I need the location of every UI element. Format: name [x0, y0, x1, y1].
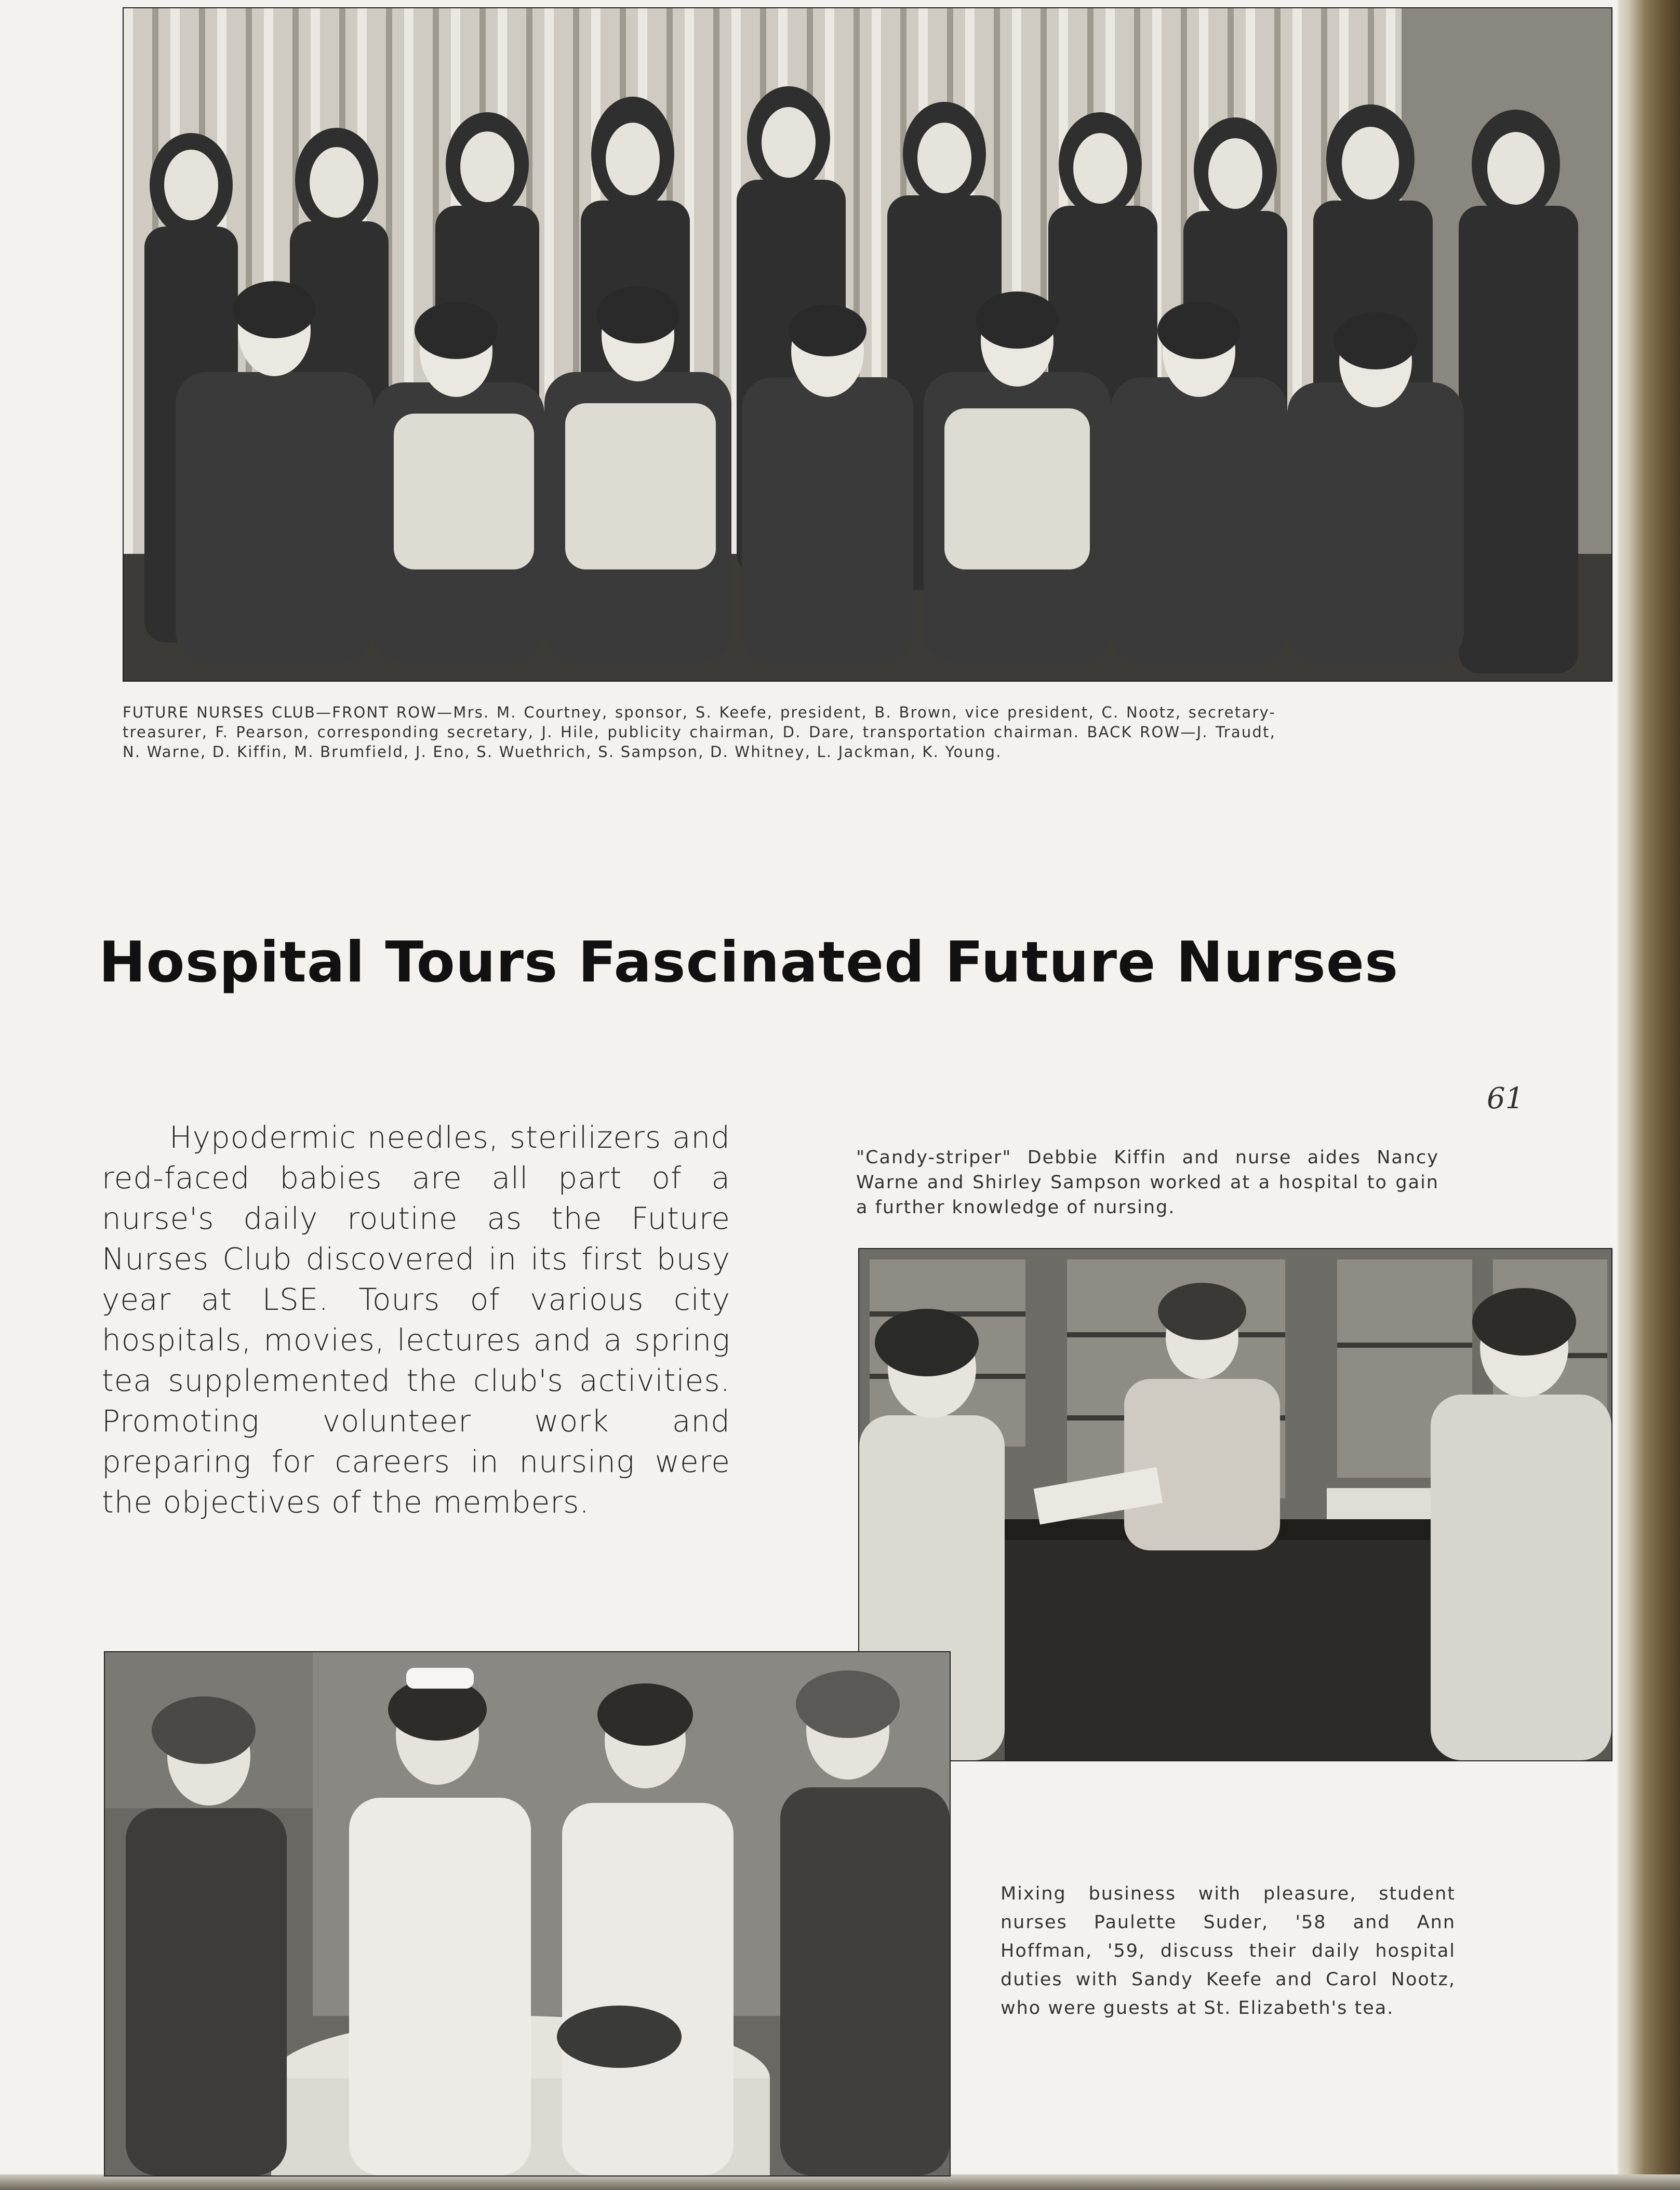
group-photo: [123, 7, 1612, 682]
tea-photo-caption: Mixing business with pleasure, student nurses Paulette Suder, '58 and Ann Hoffman, '59, discuss their daily hospital duties with Sandy Keefe and Carol Nootz, who were guests at St. Elizabeth's tea.: [1001, 1883, 1456, 2019]
page-headline: Hospital Tours Fascinated Future Nurses: [99, 930, 1399, 995]
tea-photo-image: [105, 1652, 950, 2175]
tea-photo: [104, 1651, 951, 2176]
counter-photo-caption: "Candy-striper" Debbie Kiffin and nurse aides Nancy Warne and Shirley Sampson worked at a hospital to gain a further knowledge of nursing.: [856, 1147, 1439, 1218]
group-photo-image: [124, 8, 1611, 681]
counter-photo-image: [859, 1249, 1611, 1760]
book-binding: [1616, 0, 1680, 2190]
page-number: 61: [1487, 1082, 1524, 1116]
group-photo-caption: FUTURE NURSES CLUB—FRONT ROW—Mrs. M. Courtney, sponsor, S. Keefe, president, B. Brown, vice president, C. Nootz, secretary-treasurer, F. Pearson, corresponding secretary, J. Hile, publicity chairman, D. Dare, transportation chairman. BACK ROW—J. Traudt, N. Warne, D. Kiffin, M. Brumfield, J. Eno, S. Wuethrich, S. Sampson, D. Whitney, L. Jackman, K. Young.: [123, 704, 1276, 761]
article-body: Hypodermic needles, sterilizers and red-faced babies are all part of a nurse's daily routine as the Future Nurses Club discovered in its first busy year at LSE. Tours of various city hospitals, movies, lectures and a spring tea supplemented the club's activities. Promoting volunteer work and preparing for careers in nursing were the objectives of the members.: [102, 1120, 730, 1520]
page-bottom-edge: [0, 2174, 1680, 2190]
counter-photo: [858, 1248, 1612, 1761]
